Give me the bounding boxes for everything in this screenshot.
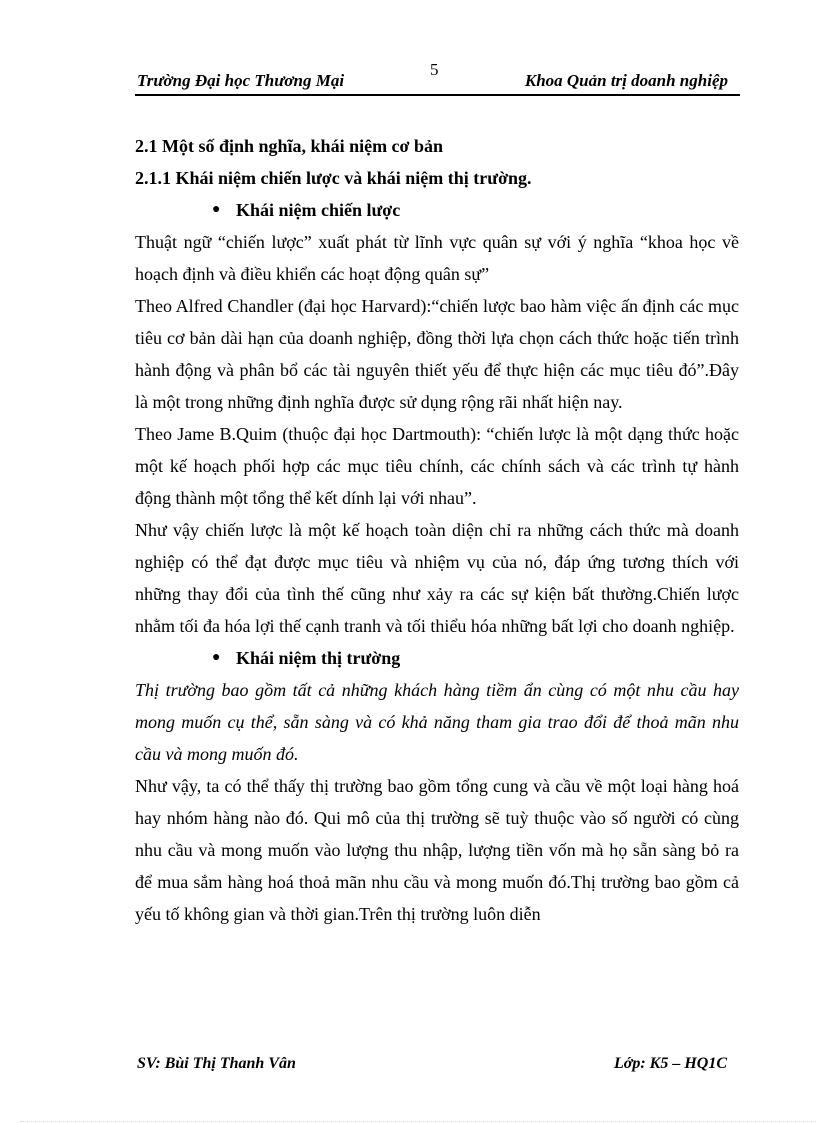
- bullet-heading-market: [135, 642, 739, 674]
- footer-student: SV: Bùi Thị Thanh Vân: [137, 1055, 296, 1072]
- subsection-heading: 2.1.1 Khái niệm chiến lược và khái niệm thị trường.: [135, 168, 532, 188]
- paragraph: Như vậy chiến lược là một kế hoạch toàn diện chỉ ra những cách thức mà doanh nghiệp có thể đạt được mục tiêu và nhiệm vụ của nó, đáp ứng tương thích với những thay đổi của tình thế cũng như xảy ra các sự kiện bất thường.Chiến lược nhằm tối đa hóa lợi thế cạnh tranh và tối thiểu hóa những bất lợi cho doanh nghiệp.: [135, 520, 739, 636]
- bullet-heading-strategy: [135, 194, 739, 226]
- italic-definition-paragraph: Thị trường bao gồm tất cả những khách hàng tiềm ẩn cùng có một nhu cầu hay mong muốn cụ thể, sẵn sàng và có khả năng tham gia trao đổi để thoả mãn nhu cầu và mong muốn đó.: [135, 680, 739, 764]
- bullet-icon: ●: [212, 202, 221, 217]
- bullet-label: Khái niệm thị trường: [236, 648, 401, 668]
- paragraph: Theo Jame B.Quim (thuộc đại học Dartmouth): “chiến lược là một dạng thức hoặc một kế hoạch phối hợp các mục tiêu chính, các chính sách và các trình tự hành động thành một tổng thể kết dính lại với nhau”.: [135, 424, 739, 508]
- paragraph: Theo Alfred Chandler (đại học Harvard):“chiến lược bao hàm việc ấn định các mục tiêu cơ bản dài hạn của doanh nghiệp, đồng thời lựa chọn cách thức hoặc tiến trình hành động và phân bổ các tài nguyên thiết yếu để thực hiện các mục tiêu đó”.Đây là một trong những định nghĩa được sử dụng rộng rãi nhất hiện nay.: [135, 296, 739, 412]
- page-boundary-divider: [20, 1121, 816, 1122]
- header-faculty: Khoa Quản trị doanh nghiệp: [524, 71, 728, 90]
- paragraph: Như vậy, ta có thể thấy thị trường bao gồm tổng cung và cầu về một loại hàng hoá hay nhóm hàng nào đó. Qui mô của thị trường sẽ tuỳ thuộc vào số người có cùng nhu cầu và mong muốn vào lượng thu nhập, lượng tiền vốn mà họ sẵn sàng bỏ ra để mua sắm hàng hoá thoả mãn nhu cầu và mong muốn đó.Thị trường bao gồm cả yếu tố không gian và thời gian.Trên thị trường luôn diễn: [135, 776, 739, 924]
- page-header: [135, 60, 740, 96]
- bullet-label: Khái niệm chiến lược: [236, 200, 401, 220]
- page-number: 5: [430, 60, 439, 79]
- header-school: Trường Đại học Thương Mại: [137, 71, 345, 90]
- section-heading: 2.1 Một số định nghĩa, khái niệm cơ bản: [135, 136, 444, 156]
- document-body: [135, 130, 739, 930]
- bullet-icon: ●: [212, 650, 221, 665]
- footer-class: Lớp: K5 – HQ1C: [613, 1055, 727, 1072]
- paragraph: Thuật ngữ “chiến lược” xuất phát từ lĩnh vực quân sự với ý nghĩa “khoa học về hoạch định và điều khiển các hoạt động quân sự”: [135, 232, 739, 284]
